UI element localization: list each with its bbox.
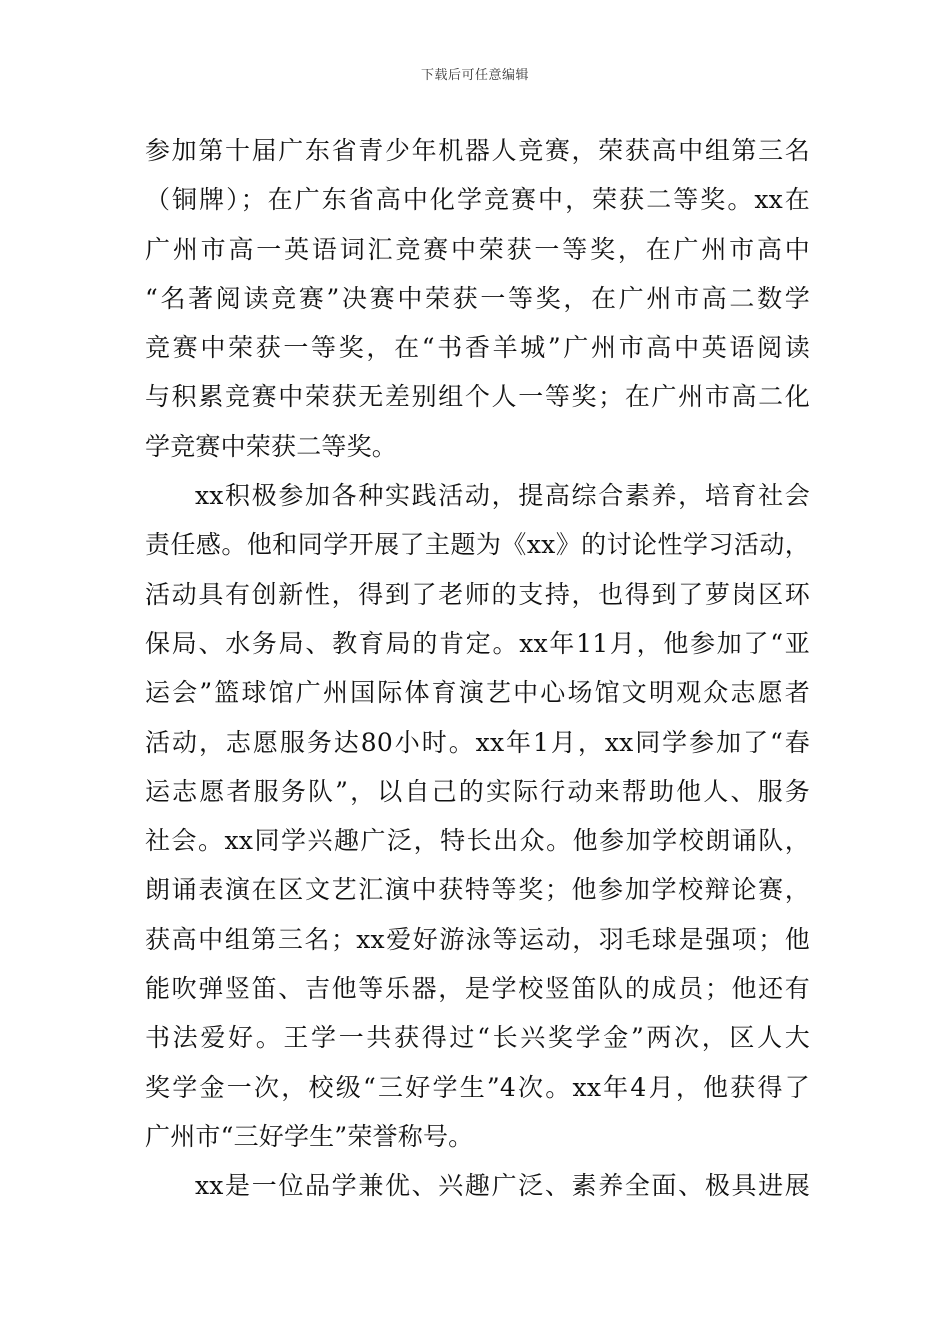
paragraph-first-line: xx是一位品学兼优、兴趣广泛、素养全面、极具进展 bbox=[195, 1171, 810, 1201]
text-line: 运会”篮球馆广州国际体育演艺中心场馆文明观众志愿者 bbox=[145, 678, 810, 708]
text-line: 书法爱好。王学一共获得过“长兴奖学金”两次，区人大 bbox=[145, 1023, 810, 1053]
text-line: 社会。xx同学兴趣广泛，特长出众。他参加学校朗诵队， bbox=[145, 826, 810, 856]
text-line: 运志愿者服务队”，以自己的实际行动来帮助他人、服务 bbox=[145, 776, 810, 806]
text-line: 奖学金一次，校级“三好学生”4次。xx年4月，他获得了 bbox=[145, 1072, 810, 1102]
text-line: 能吹弹竖笛、吉他等乐器，是学校竖笛队的成员；他还有 bbox=[145, 974, 810, 1004]
text-line: 活动，志愿服务达80小时。xx年1月，xx同学参加了“春 bbox=[145, 727, 810, 757]
text-line: 朗诵表演在区文艺汇演中获特等奖；他参加学校辩论赛， bbox=[145, 875, 810, 905]
text-line: 参加第十届广东省青少年机器人竞赛，荣获高中组第三名 bbox=[145, 136, 810, 165]
text-line: 与积累竞赛中荣获无差别组个人一等奖；在广州市高二化 bbox=[145, 382, 810, 412]
page-header: 下载后可任意编辑 bbox=[420, 68, 529, 83]
text-line: 获高中组第三名；xx爱好游泳等运动，羽毛球是强项；他 bbox=[145, 924, 810, 954]
text-line: 学竞赛中荣获二等奖。 bbox=[145, 431, 398, 461]
text-line: 责任感。他和同学开展了主题为《xx》的讨论性学习活动， bbox=[145, 530, 810, 560]
text-line: 活动具有创新性，得到了老师的支持，也得到了萝岗区环 bbox=[145, 579, 810, 609]
text-line: 广州市高一英语词汇竞赛中荣获一等奖，在广州市高中 bbox=[145, 234, 810, 264]
document-body bbox=[145, 126, 810, 1211]
paragraph-first-line: xx积极参加各种实践活动，提高综合素养，培育社会 bbox=[195, 481, 810, 511]
text-line: “名著阅读竞赛”决赛中荣获一等奖，在广州市高二数学 bbox=[145, 283, 810, 313]
text-line: （铜牌）；在广东省高中化学竞赛中，荣获二等奖。xx在 bbox=[145, 185, 810, 215]
text-line: 竞赛中荣获一等奖，在“书香羊城”广州市高中英语阅读 bbox=[145, 333, 810, 363]
text-line: 广州市“三好学生”荣誉称号。 bbox=[145, 1121, 474, 1151]
text-line: 保局、水务局、教育局的肯定。xx年11月，他参加了“亚 bbox=[145, 628, 810, 658]
